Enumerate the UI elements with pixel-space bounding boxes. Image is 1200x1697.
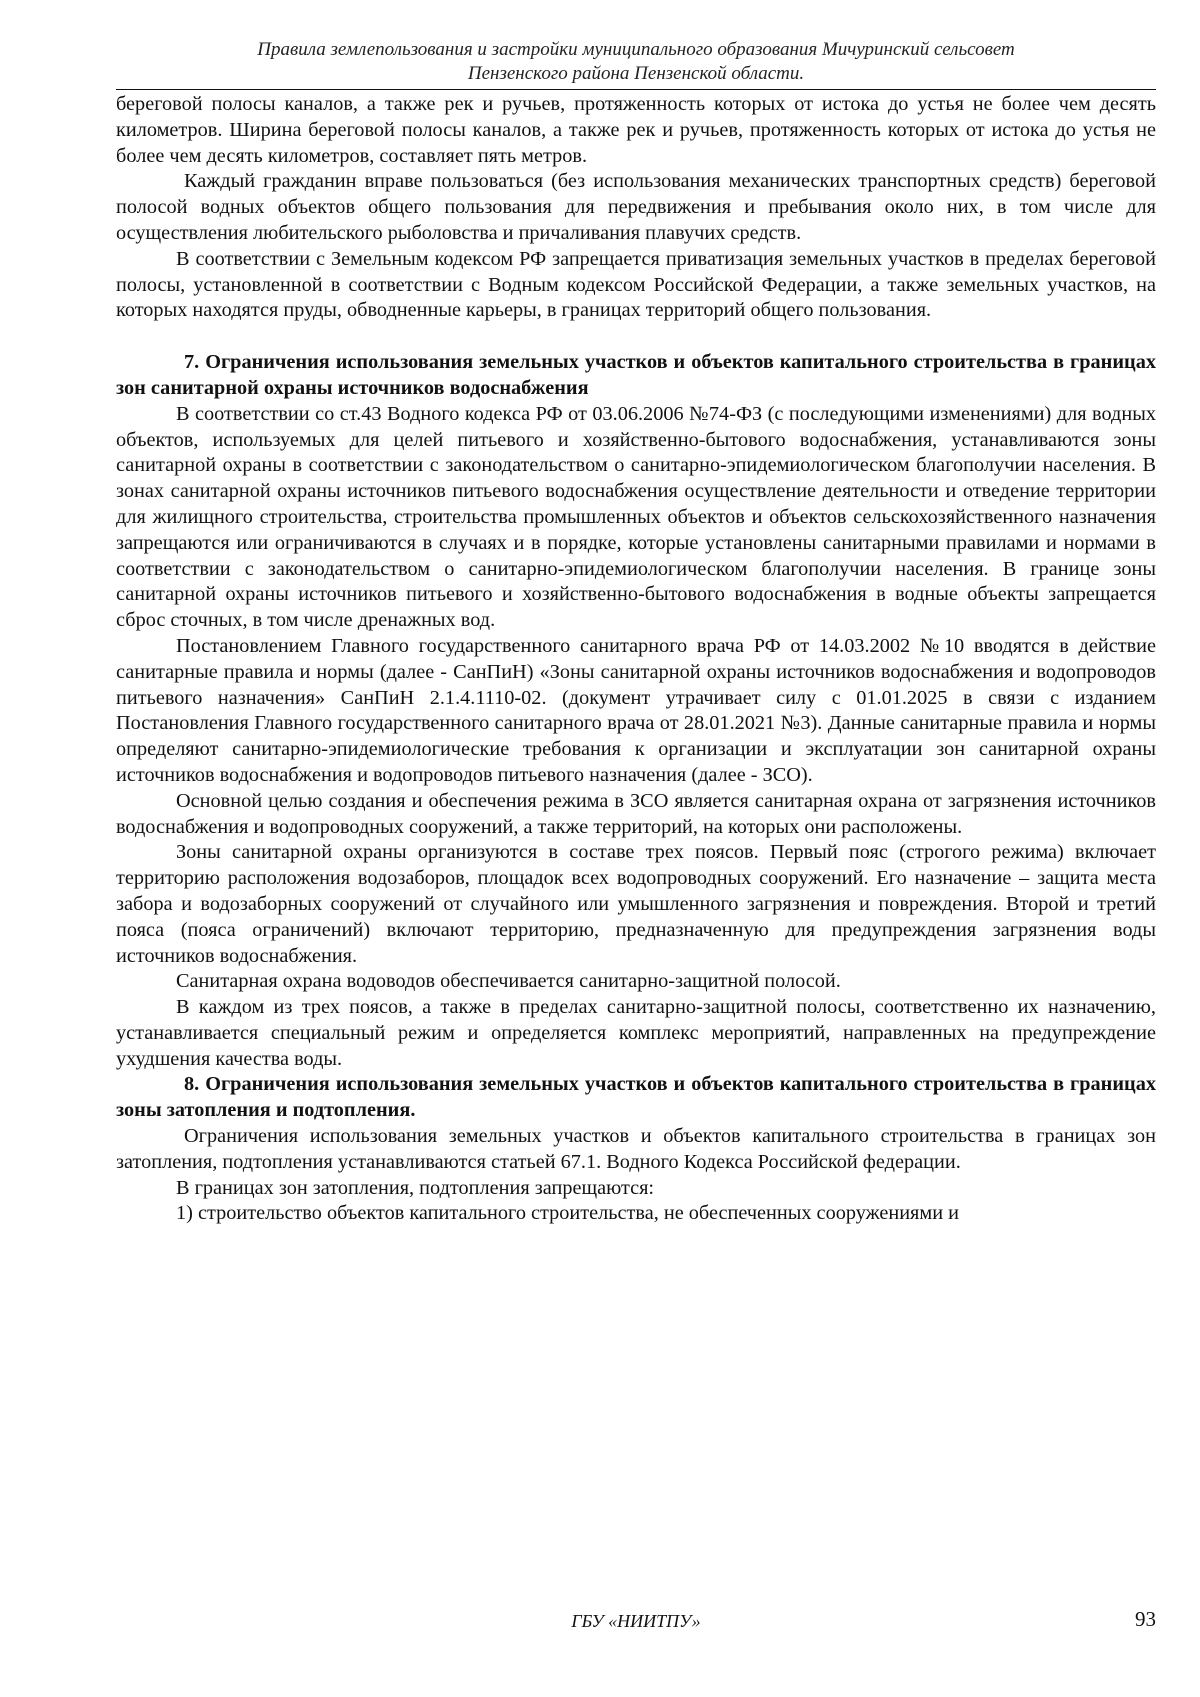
page-number: 93 bbox=[1135, 1607, 1156, 1631]
paragraph: В соответствии со ст.43 Водного кодекса РФ от 03.06.2006 №74-ФЗ (с последующими изменениями) для водных объектов, используемых для целей питьевого и хозяйственно-бытового водоснабжения, устанавливаются зоны санитарной охраны в соответствии с законодательством о санитарно-эпидемиологическом благополучии населения. В зонах санитарной охраны источников питьевого водоснабжения осуществление деятельности и отведение территории для жилищного строительства, строительства промышленных объектов и объектов сельскохозяйственного назначения запрещаются или ограничиваются в случаях и в порядке, которые установлены санитарными правилами и нормами в соответствии с законодательством о санитарно-эпидемиологическом благополучии населения. В границе зоны санитарной охраны источников питьевого и хозяйственно-бытового водоснабжения в водные объекты запрещается сброс сточных, в том числе дренажных вод. bbox=[116, 402, 1156, 632]
header-line-2: Пензенского района Пензенской области. bbox=[467, 63, 805, 84]
document-body bbox=[116, 92, 1156, 1227]
section-heading-8: 8. Ограничения использования земельных участков и объектов капитального строительства в границах зоны затопления и подтопления. bbox=[116, 1073, 1156, 1122]
list-item: 1) строительство объектов капитального строительства, не обеспеченных сооружениями и bbox=[176, 1202, 959, 1225]
page-footer bbox=[116, 1607, 1156, 1637]
paragraph: В каждом из трех поясов, а также в пределах санитарно-защитной полосы, соответственно их назначению, устанавливается специальный режим и определяется комплекс мероприятий, направленных на предупреждение ухудшения качества воды. bbox=[116, 996, 1156, 1070]
footer-organization: ГБУ «НИИТПУ» bbox=[571, 1611, 701, 1631]
header-line-1: Правила землепользования и застройки муниципального образования Мичуринский сельсовет bbox=[257, 39, 1015, 60]
header-divider bbox=[116, 89, 1156, 90]
paragraph: Ограничения использования земельных участков и объектов капитального строительства в границах зон затопления, подтопления устанавливаются статьей 67.1. Водного Кодекса Российской федерации. bbox=[116, 1125, 1156, 1173]
paragraph: Постановлением Главного государственного санитарного врача РФ от 14.03.2002 №10 вводятся в действие санитарные правила и нормы (далее - СанПиН) «Зоны санитарной охраны источников водоснабжения и водопроводов питьевого назначения» СанПиН 2.1.4.1110-02. (документ утрачивает силу с 01.01.2025 в связи с изданием Постановления Главного государственного санитарного врача от 28.01.2021 №3). Данные санитарные правила и нормы определяют санитарно-эпидемиологические требования к организации и эксплуатации зон санитарной охраны источников водоснабжения и водопроводов питьевого назначения (далее - ЗСО). bbox=[116, 634, 1156, 786]
paragraph: Основной целью создания и обеспечения режима в ЗСО является санитарная охрана от загрязнения источников водоснабжения и водопроводных сооружений, а также территорий, на которых они расположены. bbox=[116, 789, 1156, 838]
paragraph: береговой полосы каналов, а также рек и ручьев, протяженность которых от истока до устья не более чем десять километров. Ширина береговой полосы каналов, а также рек и ручьев, протяженность которых от истока до устья не более чем десять километров, составляет пять метров. bbox=[116, 93, 1156, 167]
paragraph: Санитарная охрана водоводов обеспечивается санитарно-защитной полосой. bbox=[176, 970, 841, 993]
running-header bbox=[116, 38, 1156, 86]
paragraph: В границах зон затопления, подтопления запрещаются: bbox=[176, 1176, 655, 1199]
section-heading-7: 7. Ограничения использования земельных участков и объектов капитального строительства в границах зон санитарной охраны источников водоснабжения bbox=[116, 351, 1156, 399]
paragraph: В соответствии с Земельным кодексом РФ запрещается приватизация земельных участков в пределах береговой полосы, установленной в соответствии с Водным кодексом Российской Федерации, а также земельных участков, на которых находятся пруды, обводненные карьеры, в границах территорий общего пользования. bbox=[116, 247, 1156, 322]
paragraph: Зоны санитарной охраны организуются в составе трех поясов. Первый пояс (строгого режима) включает территорию расположения водозаборов, площадок всех водопроводных сооружений. Его назначение – защита места забора и водозаборных сооружений от случайного или умышленного загрязнения и повреждения. Второй и третий пояса (пояса ограничений) включают территорию, предназначенную для предупреждения загрязнения воды источников водоснабжения. bbox=[116, 841, 1156, 967]
paragraph: Каждый гражданин вправе пользоваться (без использования механических транспортных средств) береговой полосой водных объектов общего пользования для передвижения и пребывания около них, в том числе для осуществления любительского рыболовства и причаливания плавучих средств. bbox=[116, 170, 1156, 244]
